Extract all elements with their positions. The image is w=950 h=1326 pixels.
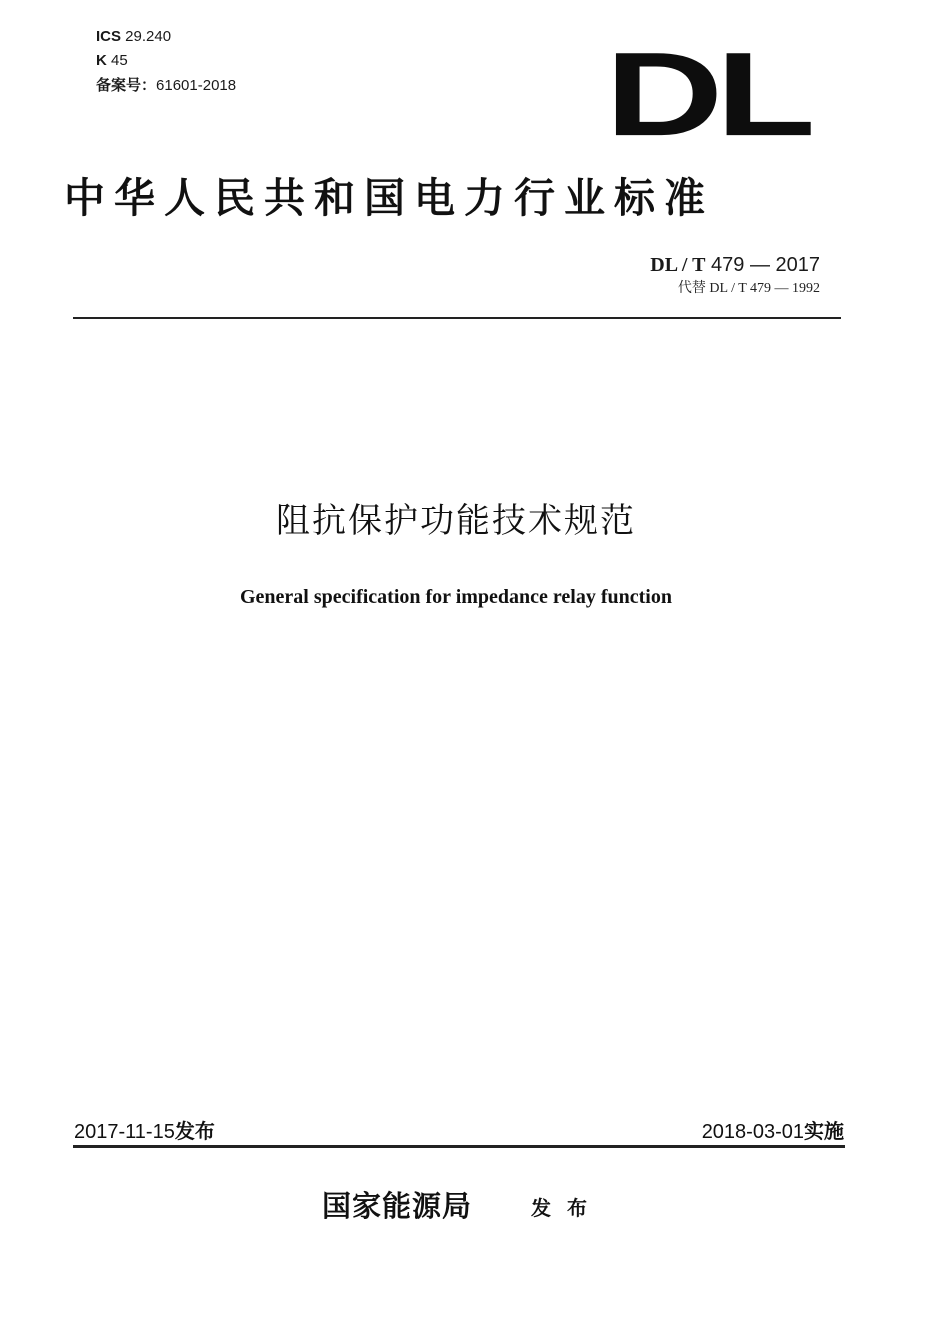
issue-date (74, 1118, 215, 1145)
ics-code-key: ICS (96, 28, 122, 45)
implementation-date (702, 1118, 844, 1145)
classification-code-key: K (96, 52, 107, 69)
publisher-name: 国家能源局 (322, 1189, 473, 1223)
filing-number-key: 备案号： (96, 77, 157, 94)
ics-code-value: 29.240 (121, 28, 172, 45)
standard-category-title: 中华人民共和国电力行业标准 (64, 174, 714, 222)
replaces-standard: 代替 DL / T 479 — 1992 (677, 281, 820, 296)
classification-code-value: 45 (106, 52, 128, 69)
header-divider (73, 317, 841, 319)
filing-number-value: 61601-2018 (156, 77, 237, 94)
document-title-chinese: 阻抗保护功能技术规范 (276, 501, 636, 541)
publish-label: 发布 (531, 1196, 603, 1220)
document-title-english: General specification for impedance relay function (240, 586, 672, 608)
filing-number (96, 77, 236, 95)
ics-code (96, 28, 171, 46)
issue-date-label: 发布 (174, 1119, 215, 1143)
standard-number-value: 479 — 2017 (705, 254, 820, 276)
footer-divider (73, 1145, 845, 1148)
standard-number (650, 252, 820, 278)
issue-date-value: 2017-11-15 (74, 1121, 175, 1143)
implementation-date-label: 实施 (804, 1119, 844, 1143)
implementation-date-value: 2018-03-01 (701, 1121, 804, 1143)
classification-code (96, 52, 128, 70)
standard-number-prefix: DL / T (650, 254, 706, 276)
dl-logo: DL (605, 28, 809, 162)
